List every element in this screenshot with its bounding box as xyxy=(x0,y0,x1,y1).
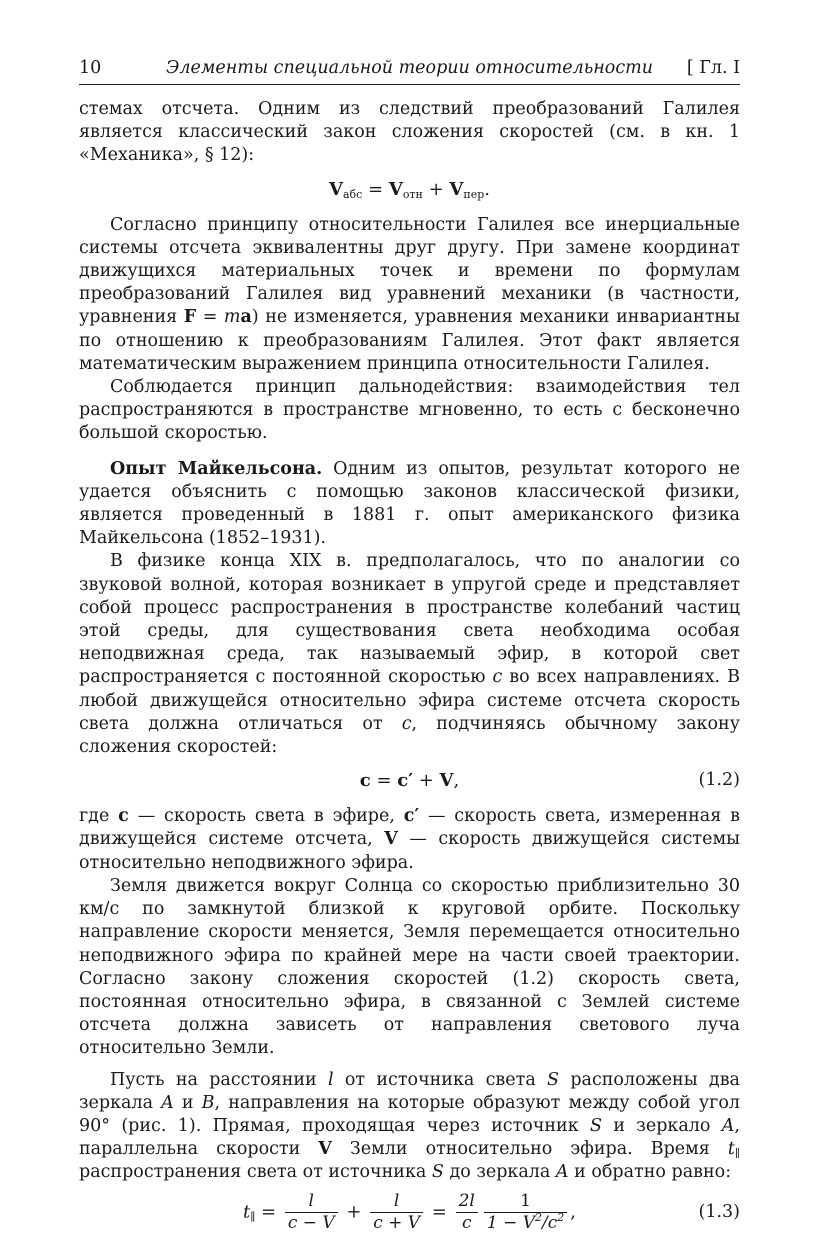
chapter-label: [ Гл. I xyxy=(686,58,740,78)
body-text xyxy=(79,98,740,1245)
paragraph-7: Земля движется вокруг Солнца со скоростью приблизительно 30 км/с по замкнутой близкой к круговой орбите. Поскольку направление скорости меняется, Земля перемещается относительно неподвижного эфира по крайней мере на части своей траектории. Согласно закону сложения скоростей (1.2) скорость света, постоянная относительно эфира, в связанной с Землей системе отсчета должна зависеть от направления светового луча относительно Земли. xyxy=(79,875,740,1059)
paragraph-6: где c — скорость света в эфире, c′ — скорость света, измеренная в движущейся системе отсчета, V — скорость движущейся системы относительно неподвижного эфира. xyxy=(79,806,741,873)
section-heading: Опыт Майкельсона. xyxy=(110,458,323,479)
paragraph-8: Пусть на расстоянии l от источника света S расположены два зеркала A и B, направления на которые образуют между собой угол 90° (рис. 1). Прямая, проходящая через источник S и зеркало A, параллельна скорости V Земли относительно эфира. Время $t_\parallel$ распространения света от источника S до зеркала A и обратно равно: xyxy=(79,1069,740,1183)
header-rule xyxy=(79,84,740,85)
running-title: Элементы специальной теории относительности xyxy=(165,58,653,78)
page-number: 10 xyxy=(79,58,102,78)
velocity-addition-equation: $V_{абс} = V_{отн} + V_{пер}$. xyxy=(329,178,490,201)
equation-number: (1.2) xyxy=(698,770,740,791)
paragraph-2: Согласно принципу относительности Галилея все инерциальные системы отсчета эквивалентны друг другу. При замене координат движущихся материальных точек и времени по формулам преобразований Галилея вид уравнений механики (в частности, уравнения F = ma) не изменяется, уравнения механики инвариантны по отношению к преобразованиям Галилея. Этот факт является математическим выражением принципа относительности Галилея. xyxy=(79,214,740,374)
paragraph-michelson: Опыт Майкельсона. Одним из опытов, результат которого не удается объяснить с помощью законов классической физики, является проведенный в 1881 г. опыт американского физика Майкельсона (1852–1931). xyxy=(79,458,740,549)
running-header xyxy=(79,55,740,81)
equation-number: (1.3) xyxy=(698,1201,740,1222)
paragraph-1: стемах отсчета. Одним из следствий преобразований Галилея является классический закон сложения скоростей (см. в кн. 1 «Механика», § 12): xyxy=(79,99,740,166)
paragraph-3: Соблюдается принцип дальнодействия: взаимодействия тел распространяются в пространстве мгновенно, то есть с бесконечно большой скоростью. xyxy=(79,377,740,444)
paragraph-5: В физике конца XIX в. предполагалось, что по аналогии со звуковой волной, которая возникает в упругой среде и представляет собой процесс распространения в пространстве колебаний частиц этой среды, для существования света необходима особая неподвижная среда, так называемый эфир, в которой свет распространяется с постоянной скоростью c во всех направлениях. В любой движущейся относительно эфира системе отсчета скорость света должна отличаться от c, подчиняясь обычному закону сложения скоростей: xyxy=(79,551,741,758)
equation-1-3: $t_\parallel$ = $\frac{l}{c - V}$ + $\frac{l}{c + V}$ = $\frac{2l}{c}$ $\frac{1}{1 - V^2/c^2}$ , (1.3) xyxy=(242,1190,740,1233)
equation-1-2: c = c′ + V, (1.2) xyxy=(359,770,740,792)
